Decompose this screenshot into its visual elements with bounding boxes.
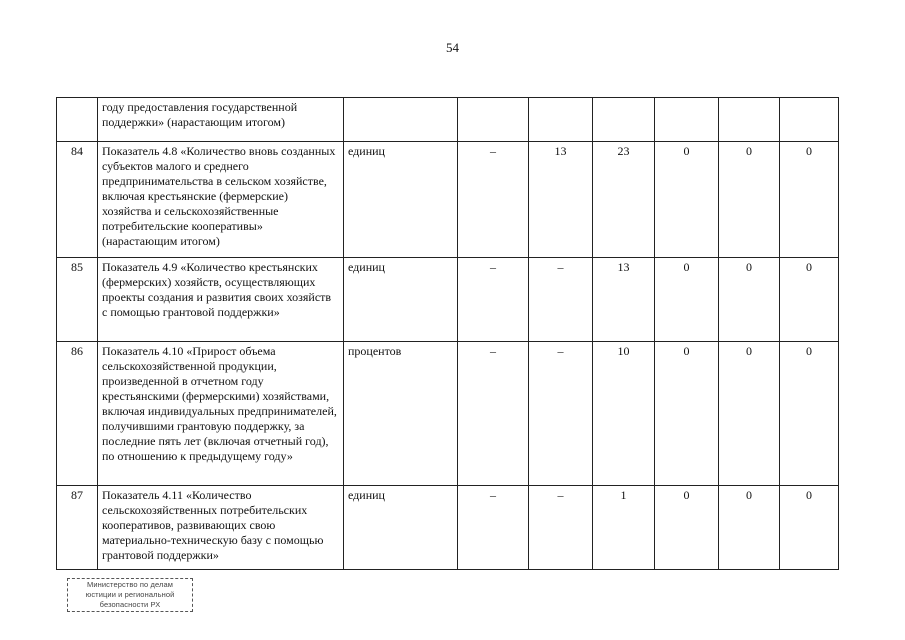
value-cell bbox=[593, 98, 655, 142]
value-cell: – bbox=[458, 486, 529, 570]
page-number: 54 bbox=[446, 40, 459, 55]
stamp-line: юстиции и региональной bbox=[85, 590, 175, 599]
value-cell: 0 bbox=[719, 258, 780, 342]
value-cell: 13 bbox=[593, 258, 655, 342]
value-cell: 0 bbox=[719, 342, 780, 486]
indicator-name: Показатель 4.9 «Количество крестьянских (фермерских) хозяйств, осуществляющих проекты создания и развития своих хозяйств с помощью грантовой поддержки» bbox=[98, 258, 344, 342]
value-cell: 0 bbox=[780, 258, 839, 342]
unit-cell: единиц bbox=[344, 258, 458, 342]
value-cell: 0 bbox=[719, 142, 780, 258]
value-cell: 23 bbox=[593, 142, 655, 258]
table-row bbox=[57, 258, 839, 342]
value-cell: 13 bbox=[529, 142, 593, 258]
value-cell: 0 bbox=[655, 486, 719, 570]
stamp-line: Министерство по делам bbox=[87, 580, 173, 589]
table-row bbox=[57, 98, 839, 142]
unit-cell: процентов bbox=[344, 342, 458, 486]
stamp-line: безопасности РХ bbox=[99, 600, 161, 609]
value-cell: 0 bbox=[780, 142, 839, 258]
value-cell bbox=[458, 98, 529, 142]
row-number: 86 bbox=[57, 342, 98, 486]
value-cell bbox=[529, 98, 593, 142]
value-cell: 1 bbox=[593, 486, 655, 570]
value-cell: – bbox=[529, 258, 593, 342]
indicators-table bbox=[56, 97, 839, 570]
indicator-name: году предоставления государственной поддержки» (нарастающим итогом) bbox=[98, 98, 344, 142]
ministry-stamp bbox=[67, 578, 193, 612]
unit-cell bbox=[344, 98, 458, 142]
value-cell: 0 bbox=[780, 342, 839, 486]
unit-cell: единиц bbox=[344, 486, 458, 570]
row-number bbox=[57, 98, 98, 142]
value-cell: 0 bbox=[655, 258, 719, 342]
value-cell: 10 bbox=[593, 342, 655, 486]
indicator-name: Показатель 4.10 «Прирост объема сельскохозяйственной продукции, произведенной в отчетном году крестьянскими (фермерскими) хозяйствами, включая индивидуальных предпринимателей, получившими грантовую поддержку, за последние пять лет (включая отчетный год), по отношению к предыдущему году» bbox=[98, 342, 344, 486]
unit-cell: единиц bbox=[344, 142, 458, 258]
table-row bbox=[57, 486, 839, 570]
value-cell bbox=[655, 98, 719, 142]
table-row bbox=[57, 342, 839, 486]
value-cell: 0 bbox=[655, 342, 719, 486]
value-cell: – bbox=[458, 258, 529, 342]
table-row bbox=[57, 142, 839, 258]
value-cell: – bbox=[529, 342, 593, 486]
row-number: 84 bbox=[57, 142, 98, 258]
value-cell bbox=[719, 98, 780, 142]
indicator-name: Показатель 4.8 «Количество вновь созданных субъектов малого и среднего предпринимательства в сельском хозяйстве, включая крестьянские (фермерские) хозяйства и сельскохозяйственные потребительские кооперативы» (нарастающим итогом) bbox=[98, 142, 344, 258]
row-number: 85 bbox=[57, 258, 98, 342]
value-cell: – bbox=[529, 486, 593, 570]
value-cell: – bbox=[458, 342, 529, 486]
value-cell: 0 bbox=[780, 486, 839, 570]
value-cell: – bbox=[458, 142, 529, 258]
value-cell: 0 bbox=[655, 142, 719, 258]
row-number: 87 bbox=[57, 486, 98, 570]
indicator-name: Показатель 4.11 «Количество сельскохозяйственных потребительских кооперативов, развивающих свою материально-техническую базу с помощью грантовой поддержки» bbox=[98, 486, 344, 570]
value-cell bbox=[780, 98, 839, 142]
value-cell: 0 bbox=[719, 486, 780, 570]
